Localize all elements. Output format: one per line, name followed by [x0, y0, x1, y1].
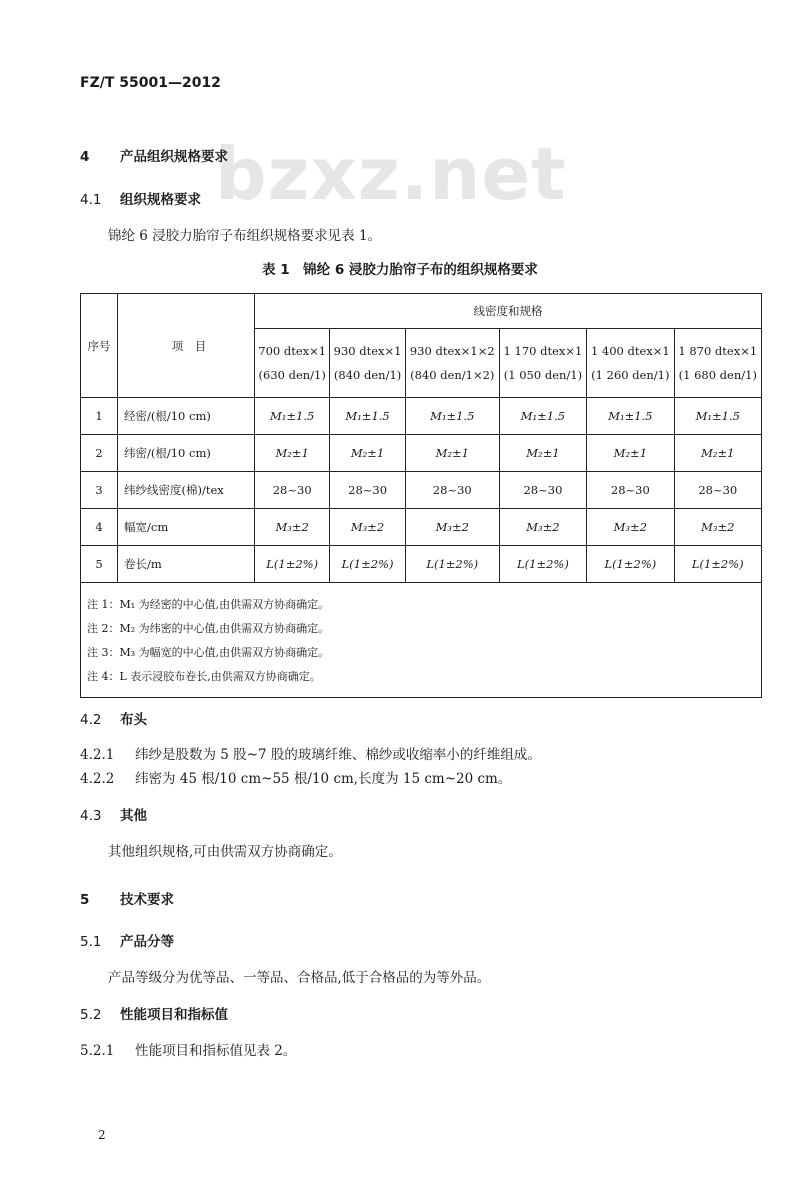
table-cell: L(1±2%) — [330, 546, 405, 583]
table-cell: 28~30 — [330, 472, 405, 509]
table-cell: 28~30 — [674, 472, 761, 509]
table-cell: M₂±1 — [674, 435, 761, 472]
table-note: 注 4：L 表示浸胶布卷长,由供需双方协商确定。 — [87, 670, 321, 683]
row-item: 纬纱线密度(棉)/tex — [118, 472, 255, 509]
table-notes-row — [81, 583, 762, 698]
section-4-2-1 — [80, 743, 541, 763]
section-text: 纬密为 45 根/10 cm~55 根/10 cm,长度为 15 cm~20 cm。 — [135, 771, 512, 787]
table-header-row — [81, 294, 762, 329]
table-cell: 28~30 — [499, 472, 586, 509]
table-cell: M₃±2 — [255, 509, 330, 546]
section-4-2-heading — [80, 708, 147, 728]
table-cell: M₃±2 — [405, 509, 499, 546]
table-cell: M₁±1.5 — [330, 398, 405, 435]
spec-header: 930 dtex×1 (840 den/1) — [330, 329, 405, 398]
section-number: 4.2.2 — [80, 771, 115, 787]
row-item: 幅宽/cm — [118, 509, 255, 546]
table-notes — [81, 583, 762, 698]
spec-header: 1 400 dtex×1 (1 260 den/1) — [587, 329, 674, 398]
page-number: 2 — [98, 1128, 106, 1142]
table-note: 注 3：M₃ 为幅宽的中心值,由供需双方协商确定。 — [87, 646, 330, 659]
column-header-no: 序号 — [81, 294, 118, 398]
section-4-1-text: 锦纶 6 浸胶力胎帘子布组织规格要求见表 1。 — [108, 228, 382, 244]
table-cell: M₁±1.5 — [405, 398, 499, 435]
table-cell: M₂±1 — [587, 435, 674, 472]
section-number: 5 — [80, 892, 90, 908]
section-title: 性能项目和指标值 — [120, 1007, 228, 1023]
row-item: 纬密/(根/10 cm) — [118, 435, 255, 472]
table-cell: M₁±1.5 — [499, 398, 586, 435]
section-number: 5.2.1 — [80, 1043, 115, 1059]
section-number: 4.2.1 — [80, 747, 115, 763]
spec-header: 700 dtex×1 (630 den/1) — [255, 329, 330, 398]
table-row — [81, 398, 762, 435]
table-cell: M₁±1.5 — [587, 398, 674, 435]
section-4-3-heading — [80, 804, 147, 824]
table-cell: 28~30 — [405, 472, 499, 509]
table-note: 注 1：M₁ 为经密的中心值,由供需双方协商确定。 — [87, 598, 330, 611]
section-title: 其他 — [120, 808, 147, 824]
watermark: bzxz.net — [215, 132, 567, 216]
spec-header: 1 870 dtex×1 (1 680 den/1) — [674, 329, 761, 398]
table-cell: M₃±2 — [499, 509, 586, 546]
table-cell: M₁±1.5 — [674, 398, 761, 435]
section-title: 产品分等 — [120, 934, 174, 950]
table-cell: 28~30 — [587, 472, 674, 509]
row-no: 4 — [81, 509, 118, 546]
section-5-1-text: 产品等级分为优等品、一等品、合格品,低于合格品的为等外品。 — [108, 970, 491, 986]
row-no: 3 — [81, 472, 118, 509]
section-4-2-2 — [80, 767, 511, 787]
table-cell: M₃±2 — [587, 509, 674, 546]
section-4-3-text: 其他组织规格,可由供需双方协商确定。 — [108, 844, 342, 860]
column-header-item: 项 目 — [118, 294, 255, 398]
table-cell: M₂±1 — [499, 435, 586, 472]
spec-header: 1 170 dtex×1 (1 050 den/1) — [499, 329, 586, 398]
section-title: 布头 — [120, 712, 147, 728]
section-5-heading — [80, 888, 174, 908]
table-cell: M₁±1.5 — [255, 398, 330, 435]
table-cell: L(1±2%) — [587, 546, 674, 583]
table-1-caption: 表 1 锦纶 6 浸胶力胎帘子布的组织规格要求 — [262, 262, 538, 278]
table-cell: 28~30 — [255, 472, 330, 509]
table-cell: M₃±2 — [330, 509, 405, 546]
row-no: 1 — [81, 398, 118, 435]
table-cell: L(1±2%) — [674, 546, 761, 583]
table-cell: L(1±2%) — [405, 546, 499, 583]
table-row — [81, 435, 762, 472]
row-item: 经密/(根/10 cm) — [118, 398, 255, 435]
section-text: 性能项目和指标值见表 2。 — [135, 1043, 297, 1059]
column-group-header: 线密度和规格 — [255, 294, 762, 329]
section-number: 5.1 — [80, 934, 102, 950]
table-cell: L(1±2%) — [499, 546, 586, 583]
row-item: 卷长/m — [118, 546, 255, 583]
section-number: 4.3 — [80, 808, 102, 824]
table-row — [81, 472, 762, 509]
section-title: 组织规格要求 — [120, 192, 201, 208]
section-title: 技术要求 — [120, 892, 174, 908]
section-number: 4.1 — [80, 192, 102, 208]
table-1 — [80, 293, 762, 698]
table-row — [81, 509, 762, 546]
section-4-1-heading — [80, 188, 201, 208]
row-no: 2 — [81, 435, 118, 472]
row-no: 5 — [81, 546, 118, 583]
table-cell: L(1±2%) — [255, 546, 330, 583]
section-number: 4.2 — [80, 712, 102, 728]
section-number: 5.2 — [80, 1007, 102, 1023]
table-cell: M₂±1 — [405, 435, 499, 472]
standard-number: FZ/T 55001—2012 — [80, 75, 221, 91]
section-5-2-1 — [80, 1039, 296, 1059]
table-note: 注 2：M₂ 为纬密的中心值,由供需双方协商确定。 — [87, 622, 330, 635]
section-number: 4 — [80, 149, 90, 165]
spec-header: 930 dtex×1×2 (840 den/1×2) — [405, 329, 499, 398]
table-cell: M₃±2 — [674, 509, 761, 546]
table-row — [81, 546, 762, 583]
section-4-heading — [80, 145, 228, 165]
table-cell: M₂±1 — [255, 435, 330, 472]
table-cell: M₂±1 — [330, 435, 405, 472]
section-5-2-heading — [80, 1003, 228, 1023]
section-5-1-heading — [80, 930, 174, 950]
section-title: 产品组织规格要求 — [120, 149, 228, 165]
section-text: 纬纱是股数为 5 股~7 股的玻璃纤维、棉纱或收缩率小的纤维组成。 — [135, 747, 541, 763]
